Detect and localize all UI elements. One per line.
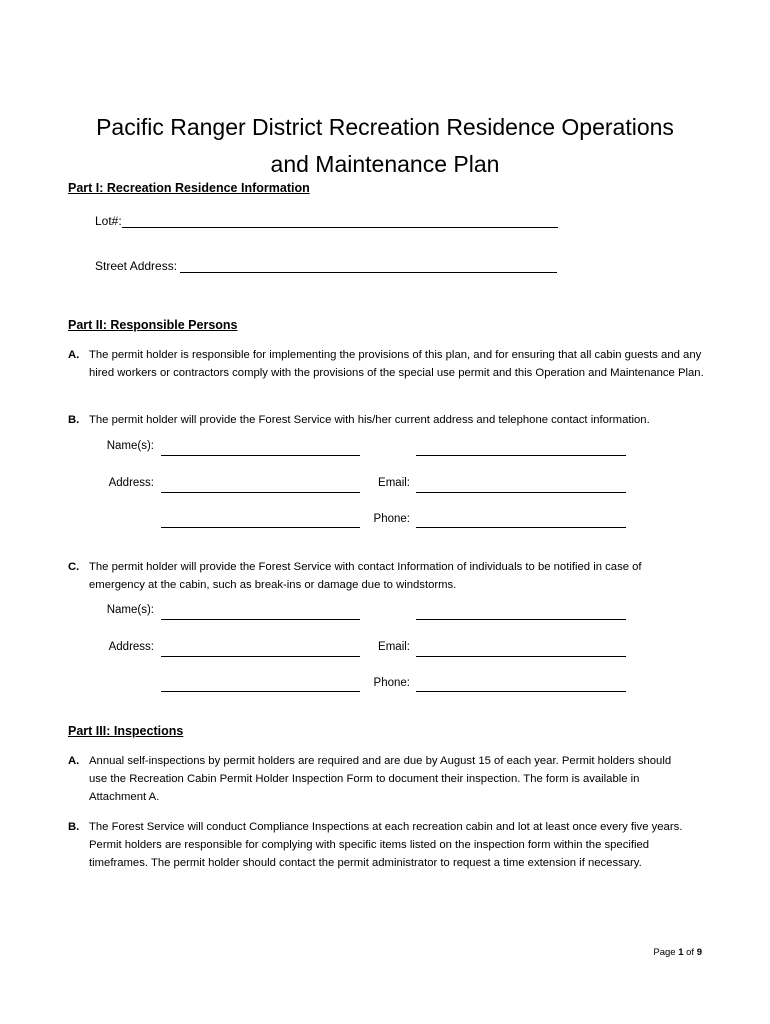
c-name-2-line[interactable] xyxy=(416,619,626,620)
street-address-field[interactable] xyxy=(95,259,557,273)
c-email-label: Email: xyxy=(378,641,410,653)
item-letter: B. xyxy=(68,414,80,426)
street-address-input-line[interactable] xyxy=(180,259,557,273)
part2-heading: Part II: Responsible Persons xyxy=(68,318,238,332)
item-letter: A. xyxy=(68,755,80,767)
c-address-line-2[interactable] xyxy=(161,691,360,692)
c-phone-label: Phone: xyxy=(373,677,410,689)
page-number: 1 xyxy=(678,947,684,958)
of-word: of xyxy=(686,947,695,958)
b-name-1-line[interactable] xyxy=(161,455,360,456)
b-address-label: Address: xyxy=(108,477,154,489)
b-phone-label: Phone: xyxy=(373,513,410,525)
item-text: The permit holder is responsible for implementing the provisions of this plan, and for ensuring that all cabin guests and any hired workers or contractors comply with the provisions of the special use permit and this Operation and Maintenance Plan. xyxy=(89,349,704,379)
part2-item-a xyxy=(68,346,708,382)
b-name-2-line[interactable] xyxy=(416,455,626,456)
page-footer xyxy=(600,947,702,958)
c-address-label: Address: xyxy=(108,641,154,653)
c-name-1-line[interactable] xyxy=(161,619,360,620)
total-pages: 9 xyxy=(696,947,702,958)
item-letter: A. xyxy=(68,349,80,361)
part2-item-b xyxy=(68,411,708,429)
lot-field[interactable] xyxy=(95,214,558,228)
street-address-label: Street Address: xyxy=(95,259,178,273)
b-email-label: Email: xyxy=(378,477,410,489)
c-phone-line[interactable] xyxy=(416,691,626,692)
b-phone-line[interactable] xyxy=(416,527,626,528)
part3-item-a xyxy=(68,752,708,806)
part2-item-c xyxy=(68,558,708,594)
b-address-line[interactable] xyxy=(161,492,360,493)
title-line-1: Pacific Ranger District Recreation Residence Operations xyxy=(96,114,674,141)
c-names-label: Name(s): xyxy=(106,604,154,616)
b-address-line-2[interactable] xyxy=(161,527,360,528)
lot-input-line[interactable] xyxy=(122,214,558,228)
c-address-line[interactable] xyxy=(161,656,360,657)
part1-heading: Part I: Recreation Residence Information xyxy=(68,181,310,195)
item-letter: C. xyxy=(68,561,80,573)
lot-label: Lot#: xyxy=(95,214,122,228)
c-email-line[interactable] xyxy=(416,656,626,657)
item-text: The permit holder will provide the Forest Service with contact Information of individuals to be notified in case of emergency at the cabin, such as break-ins or damage due to windstorms. xyxy=(89,561,642,591)
item-letter: B. xyxy=(68,821,80,833)
item-text: The permit holder will provide the Forest Service with his/her current address and telephone contact information. xyxy=(89,414,650,426)
part3-item-b xyxy=(68,818,708,872)
item-text: The Forest Service will conduct Compliance Inspections at each recreation cabin and lot at least once every five years. Permit holders are responsible for complying with specific items listed on the inspection form within the specified timeframes. The permit holder should contact the permit administrator to request a time extension if necessary. xyxy=(89,821,683,869)
title-line-2: and Maintenance Plan xyxy=(270,151,500,178)
page-word: Page xyxy=(653,947,676,958)
b-names-label: Name(s): xyxy=(106,440,154,452)
part3-heading: Part III: Inspections xyxy=(68,724,184,738)
b-email-line[interactable] xyxy=(416,492,626,493)
document-title xyxy=(40,109,730,183)
item-text: Annual self-inspections by permit holders are required and are due by August 15 of each year. Permit holders should use the Recreation Cabin Permit Holder Inspection Form to document their inspection. The form is available in Attachment A. xyxy=(89,755,672,803)
